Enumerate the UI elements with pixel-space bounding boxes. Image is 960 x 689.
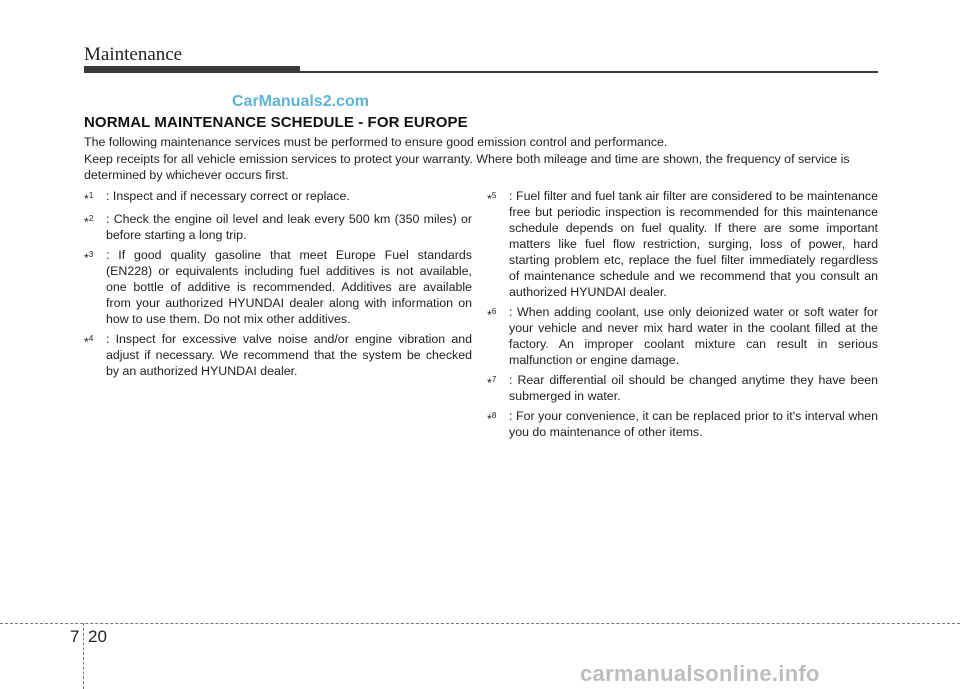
header-bar: [84, 66, 300, 73]
intro-paragraph-1: The following maintenance services must be performed to ensure good emission control and performance.: [84, 135, 668, 149]
watermark-bottom[interactable]: carmanualsonline.info: [580, 661, 820, 686]
note-text: : Inspect for excessive valve noise and/or engine vibration and adjust if necessary. We recommend that the system be checked by an authorized HYUNDAI dealer.: [106, 332, 472, 379]
note-6: [487, 304, 878, 368]
note-marker: *$^4$: [84, 334, 94, 350]
note-2: [84, 211, 472, 243]
note-marker: *$^2$: [84, 214, 94, 230]
note-4: [84, 331, 472, 379]
notes-right-column: [487, 188, 878, 444]
footer-dashed-rule: [0, 623, 960, 624]
page-number: 20: [88, 627, 107, 646]
intro-paragraph-2: Keep receipts for all vehicle emission services to protect your warranty. Where both mileage and time are shown, the frequency of service is determined by whichever occurs first.: [84, 152, 850, 182]
note-text: : Rear differential oil should be changed anytime they have been submerged in water.: [509, 373, 878, 403]
page-header-title: Maintenance: [84, 44, 183, 65]
note-text: : Fuel filter and fuel tank air filter are considered to be maintenance free but periodic inspection is recommended for this maintenance schedule depends on fuel quality. If there are some important matters like fuel flow restriction, surging, loss of power, hard starting problem etc, replace the fuel filter immediately regardless of maintenance schedule and we recommend that you consult an authorized HYUNDAI dealer.: [509, 189, 878, 299]
note-text: : For your convenience, it can be replaced prior to it's interval when you do maintenance of other items.: [509, 409, 878, 439]
note-marker: *$^6$: [487, 307, 497, 323]
note-5: [487, 188, 878, 300]
section-title: NORMAL MAINTENANCE SCHEDULE - FOR EUROPE: [84, 114, 468, 131]
note-3: [84, 247, 472, 327]
watermark-top[interactable]: CarManuals2.com: [232, 93, 369, 110]
note-marker: *$^1$: [84, 191, 94, 207]
footer-dashed-divider: [83, 623, 84, 689]
note-marker: *$^3$: [84, 250, 94, 266]
note-marker: *$^7$: [487, 375, 497, 391]
note-text: : Check the engine oil level and leak every 500 km (350 miles) or before starting a long trip.: [106, 212, 472, 243]
note-7: [487, 372, 878, 404]
note-text: : If good quality gasoline that meet Europe Fuel standards (EN228) or equivalents including fuel additives is not available, one bottle of additive is recommended. Additives are available from your authorized HYUNDAI dealer along with information on how to use them. Do not mix other additives.: [106, 248, 472, 327]
note-marker: *$^8$: [487, 411, 497, 427]
note-marker: *$^5$: [487, 191, 497, 207]
note-8: [487, 408, 878, 440]
note-text: : When adding coolant, use only deionized water or soft water for your vehicle and never mix hard water in the coolant filled at the factory. An improper coolant mixture can result in serious malfunction or engine damage.: [509, 305, 878, 367]
note-text: : Inspect and if necessary correct or replace.: [106, 189, 350, 203]
header-rule: [300, 71, 878, 73]
chapter-number: 7: [70, 627, 80, 646]
note-1: [84, 188, 472, 207]
notes-left-column: [84, 188, 472, 383]
